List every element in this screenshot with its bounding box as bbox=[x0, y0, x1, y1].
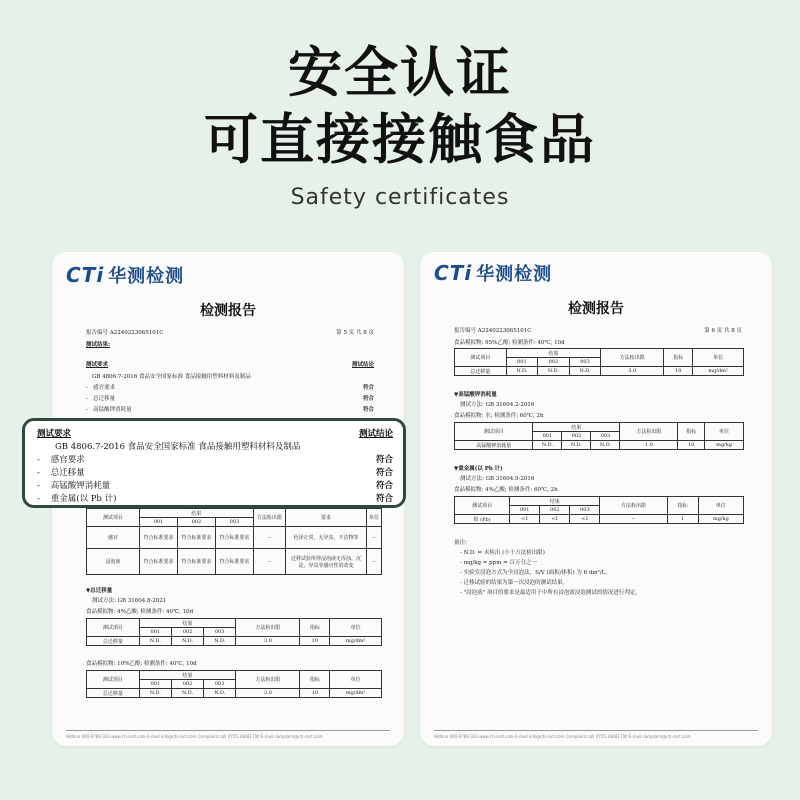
table-subheader: 002 bbox=[171, 680, 203, 689]
migration-condition: 食品模拟物: 95%乙醇; 检测条件: 40℃, 10d bbox=[454, 340, 565, 346]
pb-condition: 食品模拟物: 4%乙酸; 检测条件: 60℃, 2h bbox=[454, 487, 558, 493]
zoom-item-row: - 重金属(以 Pb 计) bbox=[37, 494, 117, 504]
migration-table-2 bbox=[86, 670, 382, 698]
table-cell: 10 bbox=[300, 637, 330, 646]
footer-contact: Hotline 400-6788-333 www.cti-cert.com E-mail info@cti-cert.com Complaint call 0755-33681700 E-mail complaint@cti-cert.com bbox=[66, 734, 323, 739]
table-cell: N.D. bbox=[562, 441, 591, 450]
table-header: 单位 bbox=[367, 509, 382, 527]
table-header: 方法检出限 bbox=[601, 349, 664, 367]
table-cell: <1 bbox=[540, 515, 570, 524]
table-cell: mg/dm² bbox=[330, 689, 382, 698]
table-cell: mg/kg bbox=[698, 515, 743, 524]
table-cell: N.D. bbox=[171, 637, 203, 646]
migration-condition: 食品模拟物: 4%乙酸; 检测条件: 40℃, 10d bbox=[86, 609, 194, 615]
zoom-callout bbox=[22, 418, 406, 508]
table-cell: N.D. bbox=[204, 689, 236, 698]
cti-logo bbox=[434, 260, 552, 286]
table-cell: -- bbox=[600, 515, 667, 524]
table-subheader: 002 bbox=[562, 432, 591, 441]
table-cell: 感官 bbox=[87, 527, 140, 549]
table-subheader: 003 bbox=[569, 358, 601, 367]
brand-name: 华测检测 bbox=[108, 266, 185, 287]
table-header: 测试项目 bbox=[87, 619, 140, 637]
table-header: 指标 bbox=[667, 497, 698, 515]
zoom-item-verdict: 符合 bbox=[375, 481, 393, 491]
table-cell: 符合标准要求 bbox=[140, 527, 178, 549]
result-label: 测试结果: bbox=[86, 342, 111, 348]
table-cell: N.D. bbox=[171, 689, 203, 698]
table-subheader: 001 bbox=[139, 628, 171, 637]
item-verdict: 符合 bbox=[362, 385, 374, 391]
table-header: 方法检出限 bbox=[236, 671, 300, 689]
table-cell: N.D. bbox=[591, 441, 620, 450]
page-number: 第 6 页 共 8 页 bbox=[704, 328, 742, 334]
footer-divider bbox=[434, 730, 758, 731]
table-cell: 3.0 bbox=[236, 689, 300, 698]
table-cell: 总迁移量 bbox=[87, 637, 140, 646]
table-cell: 浸泡液 bbox=[87, 549, 140, 575]
cti-logo bbox=[66, 262, 184, 288]
pb-table bbox=[454, 496, 744, 524]
migration-table bbox=[454, 348, 744, 376]
zoom-item-verdict: 符合 bbox=[375, 494, 393, 504]
table-subheader: 001 bbox=[139, 680, 171, 689]
table-cell: N.D. bbox=[569, 367, 601, 376]
report-number: 报告编号 A2240223065101C bbox=[86, 330, 164, 336]
note-item: - 实验室浸泡方式为全浸泡法，S/V (面积/体积) 为 6 dm²/L。 bbox=[460, 570, 611, 576]
table-cell: -- bbox=[253, 527, 285, 549]
zoom-item-verdict: 符合 bbox=[375, 468, 393, 478]
migration-heading: ▼总迁移量 bbox=[86, 588, 113, 594]
table-cell: 10 bbox=[678, 441, 705, 450]
table-cell: N.D. bbox=[139, 689, 171, 698]
table-cell: 3.0 bbox=[601, 367, 664, 376]
note-item: - "浸泡液" 项目的要求是最适用于中所有浸泡液浸泡测试的情况进行判定。 bbox=[460, 590, 641, 596]
zoom-conclusion-label: 测试结论 bbox=[358, 429, 393, 439]
table-cell: 铅 (Pb) bbox=[455, 515, 510, 524]
table-cell: -- bbox=[367, 549, 382, 575]
table-header: 指标 bbox=[300, 619, 330, 637]
table-cell: <1 bbox=[570, 515, 600, 524]
table-cell: 符合标准要求 bbox=[177, 549, 215, 575]
table-header: 单位 bbox=[330, 619, 382, 637]
table-subheader: 001 bbox=[510, 506, 540, 515]
note-item: - 迁移试验的结果为第一次浸泡的测试结果。 bbox=[460, 580, 569, 586]
table-cell: 高锰酸钾消耗量 bbox=[455, 441, 533, 450]
kmno4-table bbox=[454, 422, 744, 450]
table-cell: 总迁移量 bbox=[87, 689, 140, 698]
item-row: - 总迁移量 bbox=[86, 396, 116, 402]
table-subheader: 003 bbox=[204, 628, 236, 637]
item-row: - 感官要求 bbox=[86, 385, 116, 391]
table-cell: 10 bbox=[664, 367, 693, 376]
table-header: 指标 bbox=[664, 349, 693, 367]
zoom-standard-line: GB 4806.7-2016 食品安全国家标准 食品接触用塑料材料及制品 bbox=[55, 442, 301, 452]
table-cell: -- bbox=[367, 527, 382, 549]
table-header: 指标 bbox=[678, 423, 705, 441]
table-header: 方法检出限 bbox=[600, 497, 667, 515]
pb-method: 测试方法: GB 31604.9-2016 bbox=[460, 476, 535, 482]
table-header: 结果 bbox=[140, 509, 254, 518]
table-cell: 色泽正常，无异臭、不洁物等 bbox=[286, 527, 367, 549]
table-cell: 符合标准要求 bbox=[177, 527, 215, 549]
table-cell: 总迁移量 bbox=[455, 367, 507, 376]
headline-line-1: 安全认证 bbox=[288, 41, 512, 104]
table-header: 指标 bbox=[300, 671, 330, 689]
pb-heading: ▼重金属(以 Pb 计) bbox=[454, 466, 503, 472]
table-cell: mg/dm² bbox=[693, 367, 744, 376]
table-subheader: 003 bbox=[204, 680, 236, 689]
table-cell: 迁移试验所得浸泡液无浑浊、沉淀、异臭等感官性的改变 bbox=[286, 549, 367, 575]
table-header: 单位 bbox=[698, 497, 743, 515]
kmno4-method: 测试方法: GB 31604.2-2016 bbox=[460, 402, 535, 408]
page-number: 第 5 页 共 8 页 bbox=[336, 330, 374, 336]
table-header: 方法检出限 bbox=[236, 619, 300, 637]
table-cell: 3.0 bbox=[236, 637, 300, 646]
item-row: - 高锰酸钾消耗量 bbox=[86, 407, 132, 413]
item-verdict: 符合 bbox=[362, 396, 374, 402]
migration-method: 测试方法: GB 31604.8-2021 bbox=[92, 598, 167, 604]
table-subheader: 002 bbox=[538, 358, 570, 367]
report-number: 报告编号 A2240223065101C bbox=[454, 328, 532, 334]
note-item: - mg/kg = ppm = 百万分之一 bbox=[460, 560, 538, 566]
table-subheader: 002 bbox=[177, 518, 215, 527]
zoom-item-row: - 高锰酸钾消耗量 bbox=[37, 481, 111, 491]
table-cell: 符合标准要求 bbox=[140, 549, 178, 575]
table-header: 结果 bbox=[510, 497, 600, 506]
zoom-item-verdict: 符合 bbox=[375, 455, 393, 465]
note-item: - N.D. = 未检出 (小于方法检出限) bbox=[460, 550, 545, 556]
report-title: 检测报告 bbox=[200, 303, 256, 319]
table-cell: 1 bbox=[667, 515, 698, 524]
table-cell: mg/dm² bbox=[330, 637, 382, 646]
zoom-req-label: 测试要求 bbox=[37, 429, 72, 439]
cti-logo-mark: CTi bbox=[434, 261, 473, 285]
footer-divider bbox=[66, 730, 390, 731]
table-cell: -- bbox=[253, 549, 285, 575]
standard-line: GB 4806.7-2016 食品安全国家标准 食品接触用塑料材料及制品 bbox=[92, 374, 251, 380]
headline-subtitle: Safety certificates bbox=[290, 185, 510, 210]
report-title: 检测报告 bbox=[568, 301, 624, 317]
table-header: 要求 bbox=[286, 509, 367, 527]
table-header: 单位 bbox=[705, 423, 744, 441]
table-cell: <1 bbox=[510, 515, 540, 524]
migration-table-1 bbox=[86, 618, 382, 646]
table-cell: N.D. bbox=[538, 367, 570, 376]
table-header: 结果 bbox=[139, 619, 236, 628]
table-header: 测试项目 bbox=[87, 671, 140, 689]
item-verdict: 符合 bbox=[362, 407, 374, 413]
table-cell: 符合标准要求 bbox=[215, 549, 253, 575]
zoom-item-row: - 总迁移量 bbox=[37, 468, 85, 478]
cti-logo-mark: CTi bbox=[66, 263, 105, 287]
table-subheader: 003 bbox=[591, 432, 620, 441]
table-header: 单位 bbox=[693, 349, 744, 367]
table-cell: 10 bbox=[300, 689, 330, 698]
table-header: 方法检出限 bbox=[620, 423, 678, 441]
kmno4-condition: 食品模拟物: 水; 检测条件: 60℃, 2h bbox=[454, 413, 544, 419]
conclusion-label: 测试结论 bbox=[351, 362, 374, 368]
table-cell: 1.0 bbox=[620, 441, 678, 450]
table-header: 测试项目 bbox=[455, 349, 507, 367]
report-card-right bbox=[420, 252, 772, 746]
table-subheader: 001 bbox=[533, 432, 562, 441]
table-header: 测试项目 bbox=[455, 423, 533, 441]
kmno4-heading: ▼高锰酸钾消耗量 bbox=[454, 392, 497, 398]
table-cell: N.D. bbox=[139, 637, 171, 646]
table-subheader: 003 bbox=[570, 506, 600, 515]
table-cell: 符合标准要求 bbox=[215, 527, 253, 549]
table-header: 方法检出限 bbox=[253, 509, 285, 527]
table-header: 测试项目 bbox=[455, 497, 510, 515]
req-label: 测试要求 bbox=[86, 362, 109, 368]
table-header: 结果 bbox=[533, 423, 620, 432]
footer-contact: Hotline 400-6788-333 www.cti-cert.com E-mail info@cti-cert.com Complaint call 0755-33681700 E-mail complaint@cti-cert.com bbox=[434, 734, 691, 739]
table-header: 结果 bbox=[139, 671, 236, 680]
table-header: 结果 bbox=[506, 349, 601, 358]
table-header: 单位 bbox=[330, 671, 382, 689]
table-subheader: 001 bbox=[506, 358, 538, 367]
table-cell: N.D. bbox=[204, 637, 236, 646]
migration-condition: 食品模拟物: 10%乙醇; 检测条件: 40℃, 10d bbox=[86, 661, 197, 667]
brand-name: 华测检测 bbox=[476, 264, 553, 285]
table-subheader: 002 bbox=[540, 506, 570, 515]
zoom-item-row: - 感官要求 bbox=[37, 455, 85, 465]
table-cell: N.D. bbox=[533, 441, 562, 450]
table-subheader: 001 bbox=[140, 518, 178, 527]
table-subheader: 003 bbox=[215, 518, 253, 527]
table-cell: N.D. bbox=[506, 367, 538, 376]
notes-label: 备注: bbox=[454, 540, 467, 546]
table-subheader: 002 bbox=[171, 628, 203, 637]
headline-line-2: 可直接接触食品 bbox=[204, 108, 596, 171]
sensory-table bbox=[86, 508, 382, 575]
table-header: 测试项目 bbox=[87, 509, 140, 527]
table-cell: mg/kg bbox=[705, 441, 744, 450]
